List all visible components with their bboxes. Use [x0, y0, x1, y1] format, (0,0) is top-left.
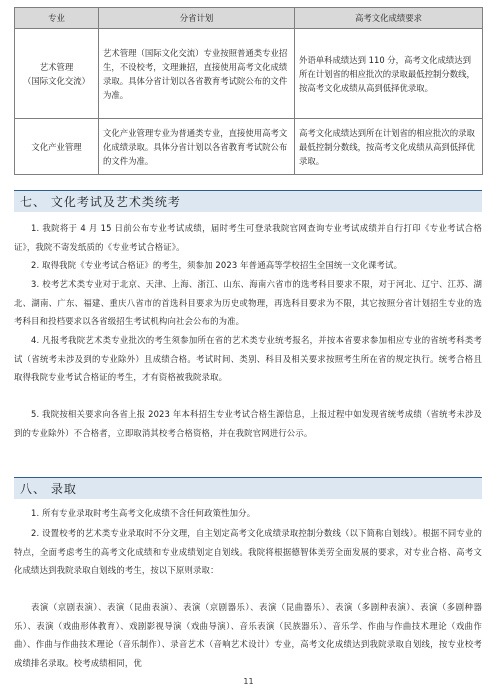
plan-table: [14, 7, 483, 175]
section-7-paragraph-4: 4. 凡报考我院艺术类专业批次的考生须参加所在省的艺术类专业统考报名，并按本省要求参加相应专业的省统考科类考试（省统考未涉及到的专业除外）且成绩合格。考试时间、类别、科目及相关要求按照考生所在省的规定执行。统考合格且取得我院专业考试合格证的考生，才有资格被我院录取。: [14, 335, 482, 382]
section-8-paragraph-3: 表演（京剧表演）、表演（昆曲表演）、表演（京剧器乐）、表演（昆曲器乐）、表演（多剧种表演）、表演（多剧种器乐）、表演（戏曲形体教育）、戏剧影视导演（戏曲导演）、音乐表演（民族器乐）、音乐学、作曲与作曲技术理论（戏曲作曲）、作曲与作曲技术理论（音乐制作）、录音艺术（音响艺术设计）专业，高考文化成绩达到我院录取自划线，按专业校考成绩排名录取。校考成绩相同，优: [14, 602, 482, 668]
section-8-header: [14, 477, 482, 499]
section-7-title: 七、 文化考试及艺术类统考: [20, 195, 181, 209]
page-number: 11: [243, 677, 254, 686]
section-8-title: 八、 录取: [20, 482, 77, 496]
section-7-header: [14, 190, 482, 212]
cell-major: 文化产业管理: [15, 119, 99, 175]
header-plan: 分省计划: [99, 8, 295, 29]
section-8-paragraph-1: 1. 所有专业录取时考生高考文化成绩不含任何政策性加分。: [31, 508, 256, 518]
table-row: [15, 29, 483, 119]
section-7-paragraph-1: 1. 我院将于 4 月 15 日前公布专业考试成绩，届时考生可登录我院官网查询专业考试成绩并自行打印《专业考试合格证》，我院不寄发纸质的《专业考试合格证》。: [14, 223, 482, 252]
cell-major: 艺术管理 （国际文化交流）: [15, 29, 99, 119]
table-header-row: [15, 8, 483, 29]
cell-requirement: 外语单科成绩达到 110 分，高考文化成绩达到所在计划省的相应批次的录取最低控制分数线，按高考文化成绩从高到低择优录取。: [295, 29, 483, 119]
section-7-paragraph-3: 3. 校考艺术类专业对于北京、天津、上海、浙江、山东、海南六省市的选考科目要求不限，对于河北、辽宁、江苏、湖北、湖南、广东、福建、重庆八省市的首选科目要求为历史或物理，再选科目要求为不限，其它按照分省计划招生专业的选考科目和投档要求以各省级招生考试机构向社会公布的为准。: [14, 279, 482, 326]
header-requirement: 高考文化成绩要求: [295, 8, 483, 29]
section-8-paragraph-2: 2. 设置校考的艺术类专业录取时不分文理，自主划定高考文化成绩录取控制分数线（以下简称自划线）。根据不同专业的特点，全面考虑考生的高考文化成绩和专业成绩划定自划线。我院将根据德智体美劳全面发展的要求，对专业合格、高考文化成绩达到我院录取自划线的考生，按以下原则录取：: [14, 528, 482, 575]
section-7-paragraph-5: 5. 我院按相关要求向各省上报 2023 年本科招生专业考试合格生源信息，上报过程中如发现省统考成绩（省统考未涉及到的专业除外）不合格者，立即取消其校考合格资格，并在我院官网进行公示。: [14, 409, 482, 438]
cell-plan: 文化产业管理专业为普通类专业，直接使用高考文化成绩录取。具体分省计划以各省教育考试院公布的文件为准。: [99, 119, 295, 175]
table-row: [15, 119, 483, 175]
header-major: 专业: [15, 8, 99, 29]
cell-plan: 艺术管理（国际文化交流）专业按照普通类专业招生，不设校考，文理兼招，直接使用高考文化成绩录取。具体分省计划以各省教育考试院公布的文件为准。: [99, 29, 295, 119]
cell-requirement: 高考文化成绩达到所在计划省的相应批次的录取最低控制分数线，按高考文化成绩从高到低择优录取。: [295, 119, 483, 175]
section-7-paragraph-2: 2. 取得我院《专业考试合格证》的考生，须参加 2023 年普通高等学校招生全国统一文化课考试。: [31, 260, 403, 270]
